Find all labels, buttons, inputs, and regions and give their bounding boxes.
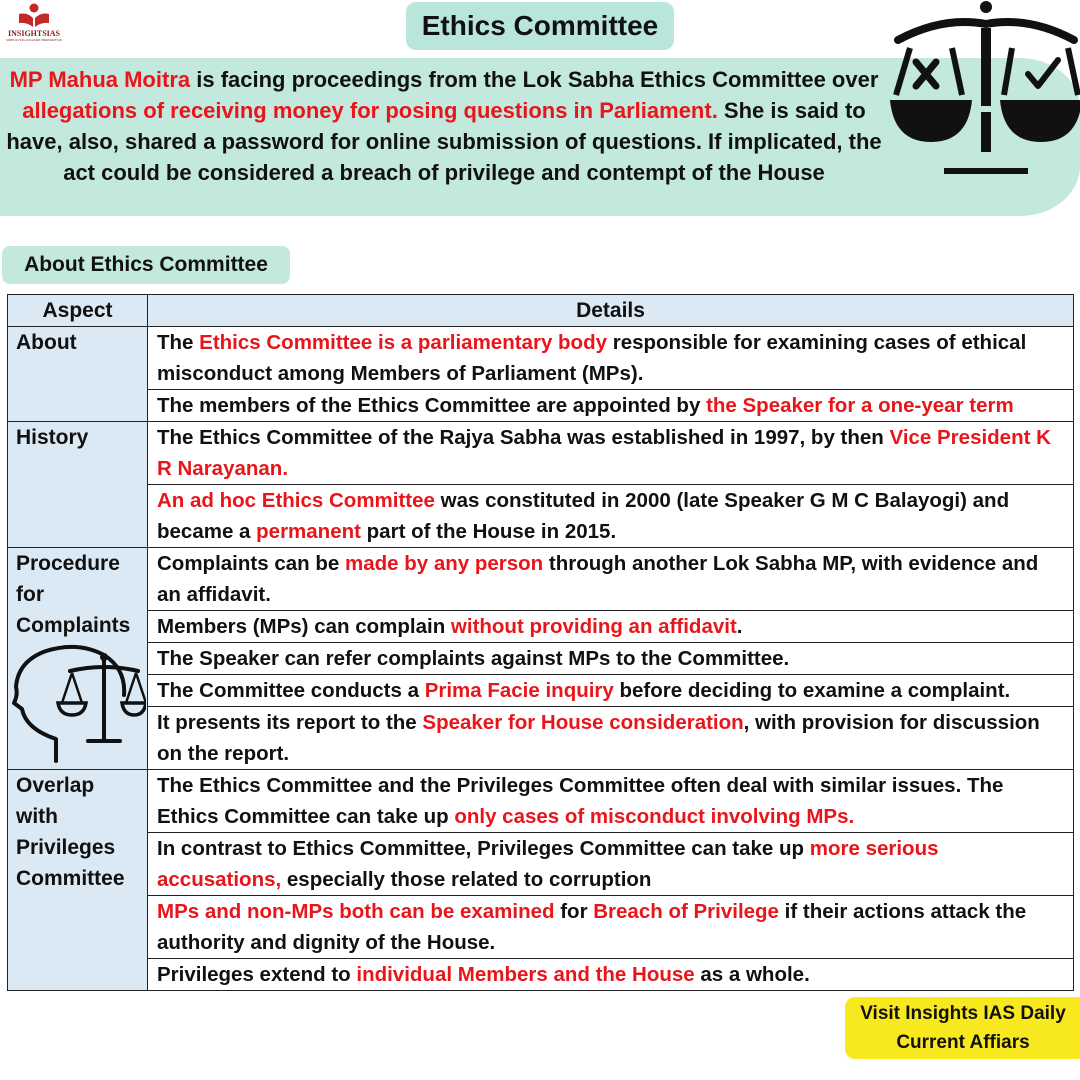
detail-cell [148, 707, 1074, 770]
aspect-label: Overlap with Privileges Committee [16, 774, 125, 890]
table-row [8, 707, 1074, 770]
detail-cell [148, 643, 1074, 675]
table-row [8, 327, 1074, 390]
detail-cell [148, 422, 1074, 485]
detail-text: The Speaker can refer complaints against MPs to the Committee. [157, 647, 790, 670]
detail-cell [148, 896, 1074, 959]
table-row [8, 675, 1074, 707]
aspect-label: About [16, 331, 77, 354]
detail-text: Privileges extend to [157, 963, 357, 986]
aspect-cell [8, 770, 148, 991]
detail-highlight: the Speaker for a one-year term [706, 394, 1014, 417]
intro-highlight: allegations of receiving money for posing questions in Parliament. [22, 98, 718, 123]
detail-highlight: Breach of Privilege [593, 900, 779, 923]
detail-highlight: An ad hoc Ethics Committee [157, 489, 435, 512]
intro-highlight: MP Mahua Moitra [9, 67, 191, 92]
detail-text: part of the House in 2015. [360, 520, 617, 543]
head-with-scales-icon [8, 643, 146, 763]
detail-highlight: more serious accusations, [157, 837, 939, 891]
ethics-committee-table [7, 294, 1074, 991]
detail-highlight: permanent [256, 520, 361, 543]
scales-of-justice-icon [888, 0, 1080, 186]
table-row [8, 959, 1074, 991]
cta-line-2: Current Affiars [896, 1032, 1030, 1053]
detail-cell [148, 770, 1074, 833]
page-title: Ethics Committee [406, 2, 674, 50]
intro-segment: She is said to have, also, shared a password for online submission of questions. If implicated, the act could be considered a breach of privilege and contempt of the House [6, 98, 882, 185]
detail-cell [148, 390, 1074, 422]
detail-cell [148, 833, 1074, 896]
table-row [8, 390, 1074, 422]
detail-text: responsible for examining cases of ethical misconduct among Members of Parliament (MPs). [157, 331, 1027, 385]
detail-text: The Ethics Committee of the Rajya Sabha was established in 1997, by then [157, 426, 890, 449]
detail-highlight: Speaker for House consideration [422, 711, 744, 734]
detail-highlight: made by any person [344, 552, 544, 575]
detail-text: The [157, 331, 200, 354]
visit-insights-cta[interactable] [845, 997, 1080, 1059]
book-person-logo-icon [17, 2, 51, 28]
detail-text: especially those related to corruption [281, 868, 652, 891]
header-details: Details [148, 295, 1074, 327]
detail-highlight: Vice President K R Narayanan. [157, 426, 1051, 480]
table-body [8, 327, 1074, 991]
detail-text: The members of the Ethics Committee are appointed by [157, 394, 707, 417]
detail-highlight: without providing an affidavit [450, 615, 737, 638]
detail-text: if their actions attack the authority and dignity of the House. [157, 900, 1027, 954]
table-header-row [8, 295, 1074, 327]
logo-brand-text: INSIGHTSIAS [7, 29, 61, 38]
section-label: About Ethics Committee [2, 246, 290, 284]
table-row [8, 611, 1074, 643]
aspect-cell [8, 422, 148, 548]
detail-text: Complaints can be [157, 552, 345, 575]
table-row [8, 770, 1074, 833]
table-row [8, 548, 1074, 611]
detail-text: The Committee conducts a [157, 679, 425, 702]
detail-text: for [554, 900, 594, 923]
detail-text: , with provision for discussion on the report. [157, 711, 1040, 765]
detail-text: through another Lok Sabha MP, with evidence and an affidavit. [157, 552, 1039, 606]
table-row [8, 485, 1074, 548]
intro-text [4, 64, 884, 188]
detail-text: . [736, 615, 743, 638]
header-aspect: Aspect [8, 295, 148, 327]
detail-highlight: individual Members and the House [356, 963, 695, 986]
detail-text: Members (MPs) can complain [157, 615, 451, 638]
intro-segment: is facing proceedings from the Lok Sabha Ethics Committee over [190, 67, 879, 92]
aspect-cell [8, 548, 148, 770]
detail-cell [148, 611, 1074, 643]
cta-line-1: Visit Insights IAS Daily [860, 1003, 1066, 1024]
insightsias-logo [4, 2, 64, 46]
table-row [8, 896, 1074, 959]
aspect-label: History [16, 426, 89, 449]
logo-tagline: SIMPLIFYING IAS EXAM PREPARATION [6, 38, 62, 42]
detail-highlight: Prima Facie inquiry [424, 679, 614, 702]
detail-text: It presents its report to the [157, 711, 423, 734]
table-row [8, 643, 1074, 675]
detail-text: was constituted in 2000 (late Speaker G M C Balayogi) and became a [157, 489, 1010, 543]
detail-cell [148, 959, 1074, 991]
aspect-label: Procedure for Complaints [16, 552, 131, 637]
detail-text: before deciding to examine a complaint. [613, 679, 1011, 702]
detail-text: In contrast to Ethics Committee, Privileges Committee can take up [157, 837, 810, 860]
detail-cell [148, 675, 1074, 707]
detail-cell [148, 485, 1074, 548]
detail-highlight: Ethics Committee is a parliamentary body [199, 331, 608, 354]
table-row [8, 833, 1074, 896]
aspect-cell [8, 327, 148, 422]
detail-cell [148, 548, 1074, 611]
detail-cell [148, 327, 1074, 390]
detail-text: The Ethics Committee and the Privileges Committee often deal with similar issues. The Ethics Committee can take up [157, 774, 1004, 828]
detail-text: as a whole. [694, 963, 810, 986]
table-row [8, 422, 1074, 485]
detail-highlight: only cases of misconduct involving MPs. [454, 805, 855, 828]
detail-highlight: MPs and non-MPs both can be examined [157, 900, 555, 923]
